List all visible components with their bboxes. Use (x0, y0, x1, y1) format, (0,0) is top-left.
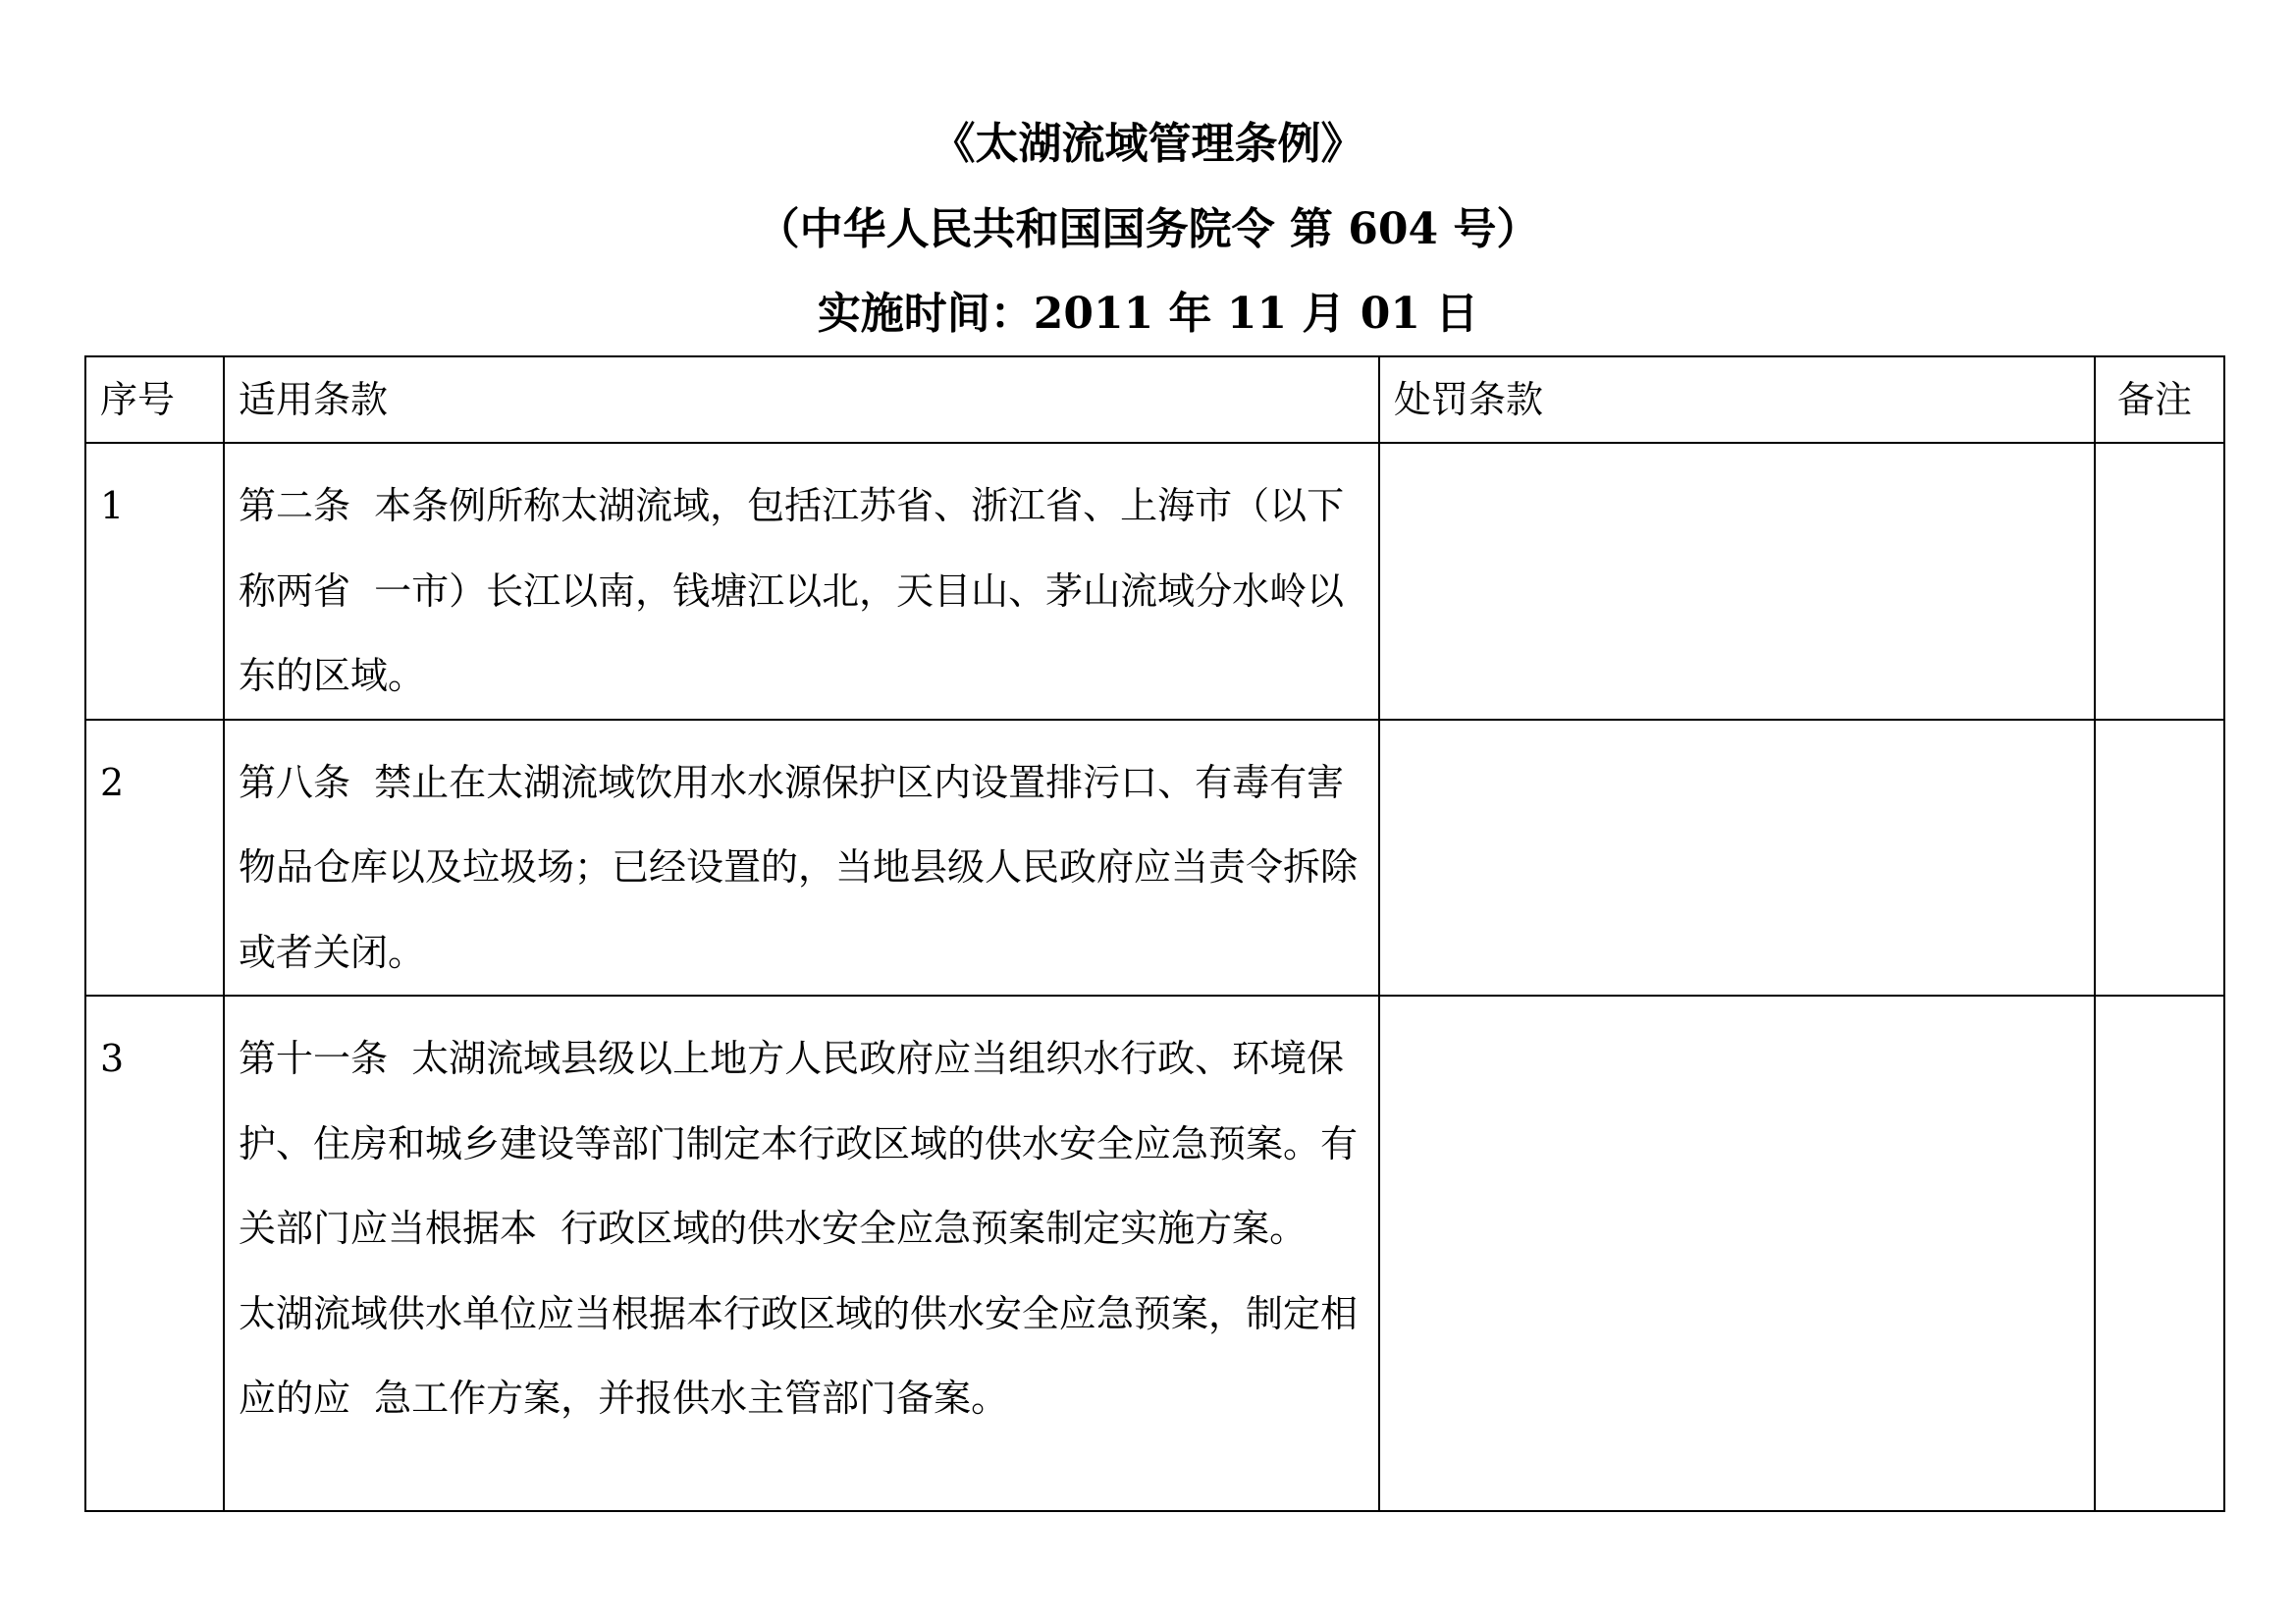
header-seq: 序号 (85, 356, 224, 443)
table-row (85, 996, 2224, 1511)
row-applicable-clause: 第二条 本条例所称太湖流域，包括江苏省、浙江省、上海市（以下称两省 一市）长江以南，钱塘江以北，天目山、茅山流域分水岭以东的区域。 (224, 443, 1379, 720)
table-header-row (85, 356, 2224, 443)
effective-date: 实施时间：2011 年 11 月 01 日 (817, 289, 1479, 339)
row-penalty-clause (1379, 443, 2095, 720)
header-notes: 备注 (2095, 356, 2224, 443)
row-applicable-clause: 第十一条 太湖流域县级以上地方人民政府应当组织水行政、环境保护、住房和城乡建设等部门制定本行政区域的供水安全应急预案。有关部门应当根据本 行政区域的供水安全应急预案制定实施方案。 太湖流域供水单位应当根据本行政区域的供水安全应急预案，制定相应的应 急工作方案，并报供水主管部门备案。 (224, 996, 1379, 1511)
row-seq: 1 (85, 443, 224, 720)
row-notes (2095, 443, 2224, 720)
regulation-table (84, 355, 2225, 1512)
row-notes (2095, 996, 2224, 1511)
document-subtitle: （中华人民共和国国务院令 第 604 号） (756, 204, 1540, 254)
header-penalty-clause: 处罚条款 (1379, 356, 2095, 443)
row-notes (2095, 720, 2224, 997)
row-seq: 2 (85, 720, 224, 997)
row-applicable-clause: 第八条 禁止在太湖流域饮用水水源保护区内设置排污口、有毒有害物品仓库以及垃圾场；已经设置的，当地县级人民政府应当责令拆除或者关闭。 (224, 720, 1379, 997)
row-penalty-clause (1379, 996, 2095, 1511)
row-penalty-clause (1379, 720, 2095, 997)
document-title: 《太湖流域管理条例》 (932, 119, 1364, 169)
table-row (85, 720, 2224, 997)
row-seq: 3 (85, 996, 224, 1511)
header-applicable-clause: 适用条款 (224, 356, 1379, 443)
table-row (85, 443, 2224, 720)
